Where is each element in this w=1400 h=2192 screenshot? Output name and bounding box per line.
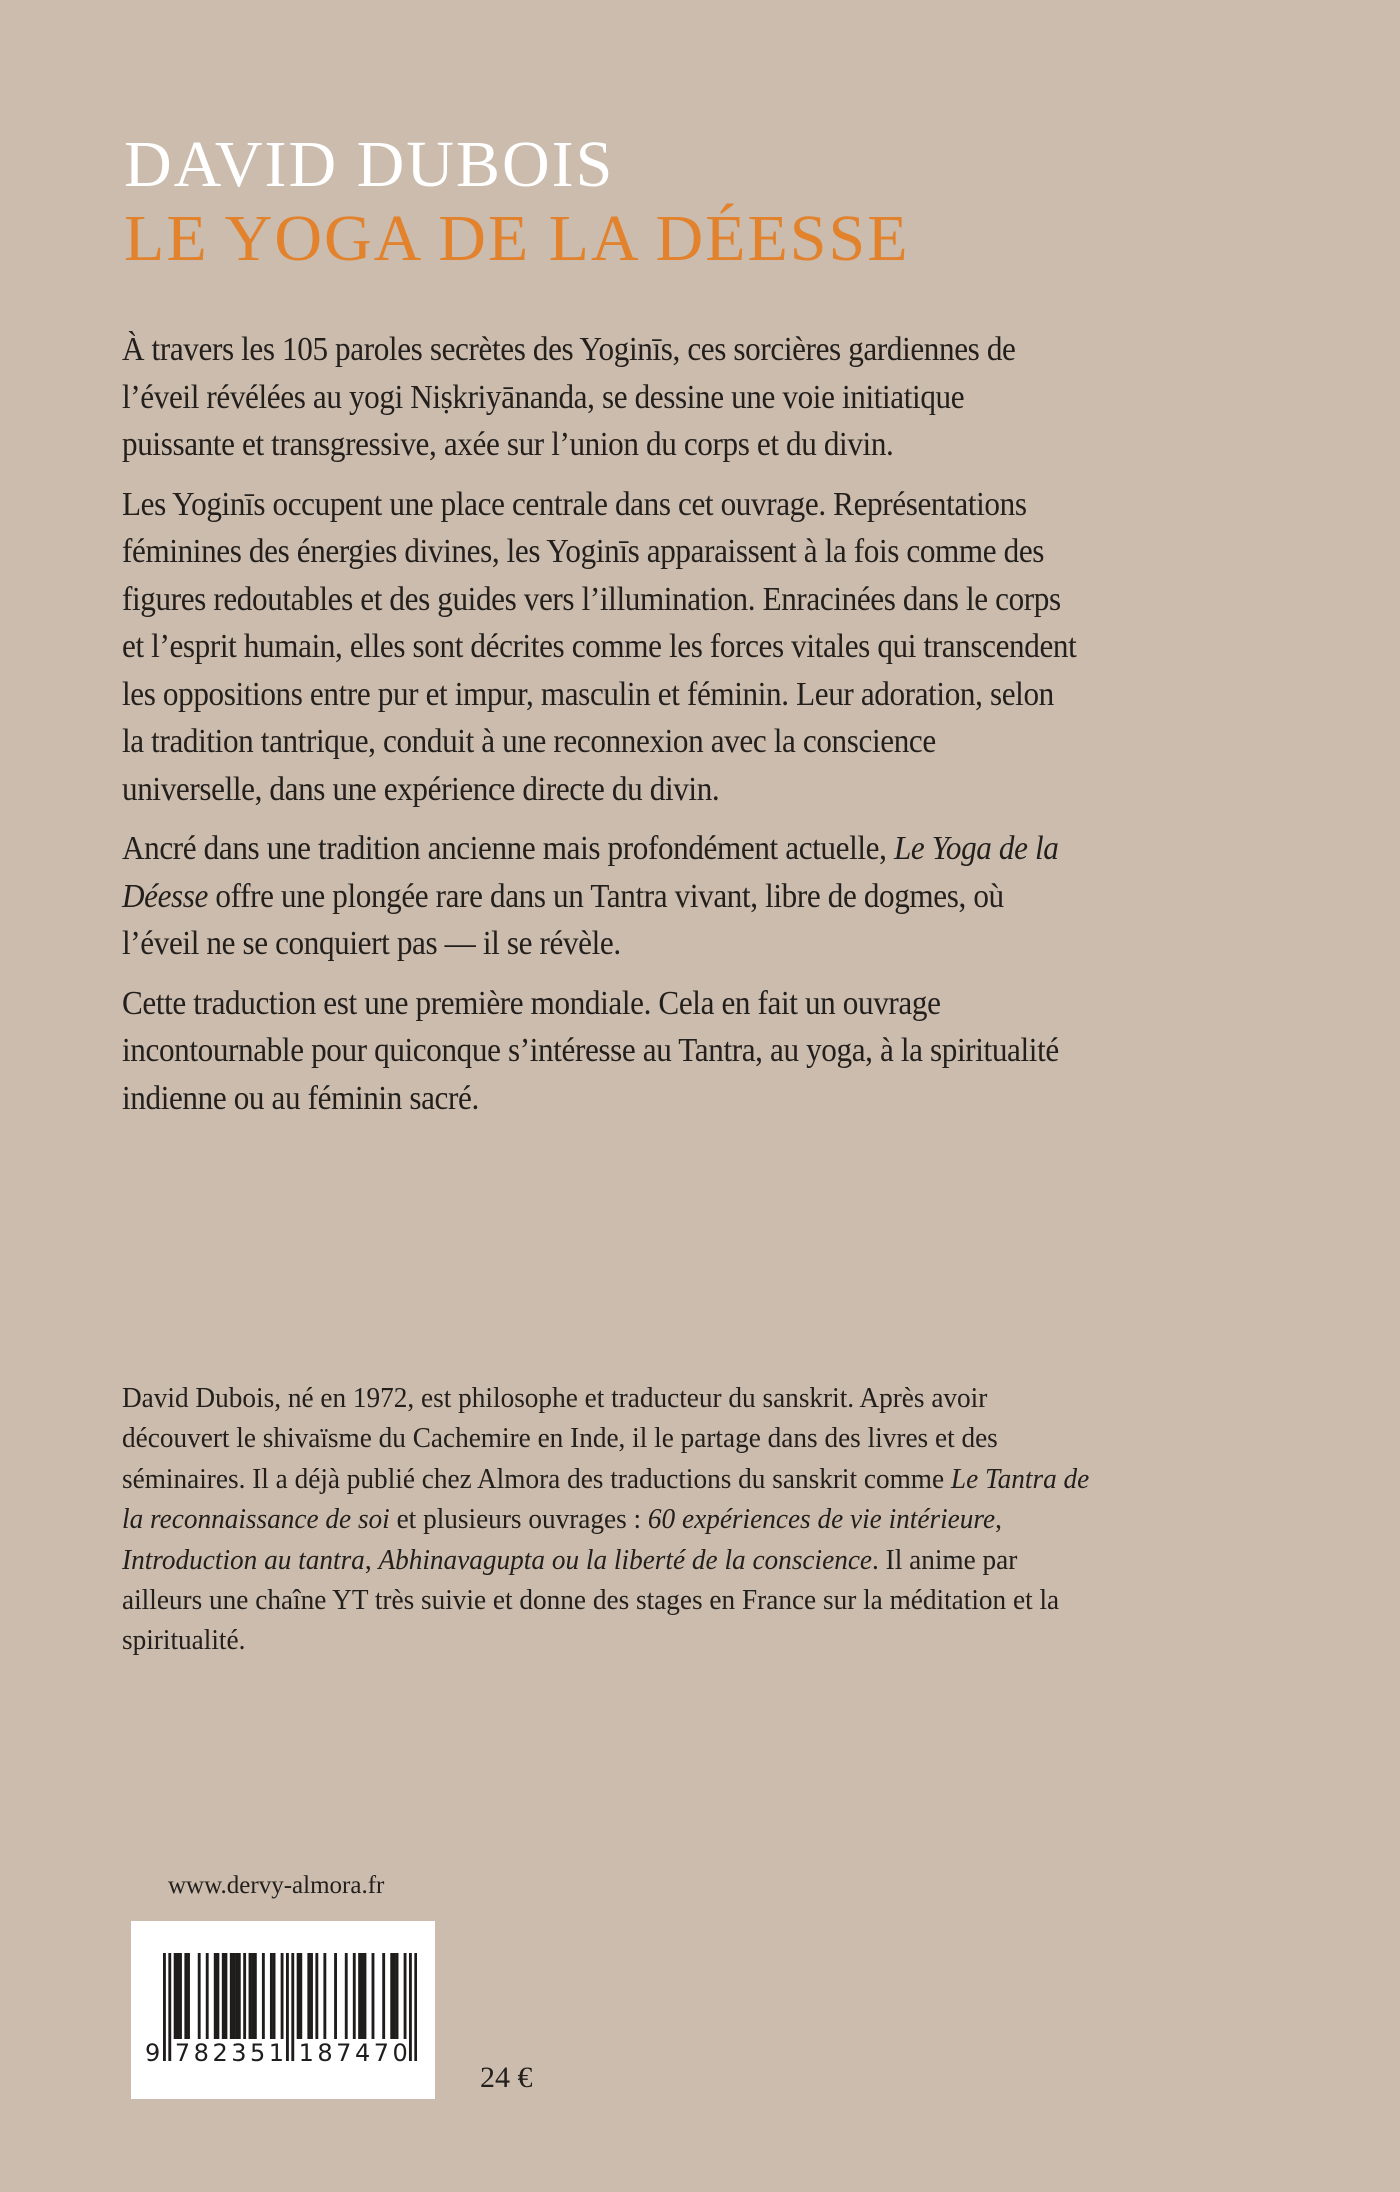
barcode-bar [254,1953,257,2039]
publisher-url[interactable]: www.dervy-almora.fr [168,1872,385,1899]
barcode-bar [224,1953,227,2039]
barcode-bar [281,1953,284,2039]
barcode-bar [358,1953,361,2039]
barcode-bar [179,1953,182,2039]
blurb-text: offre une plongée rare dans un Tantra vivant, libre de dogmes, où l’éveil ne se conquiert pas — il se révèle. [122,877,1004,962]
bio-text: . Il anime par ailleurs une chaîne YT très suivie et donne des stages en France sur la méditation et la spiritualité. [122,1543,1060,1657]
barcode-bar [361,1953,364,2039]
author-name: DAVID DUBOIS [124,128,615,201]
barcode-bar [393,1953,396,2039]
barcode-bar [390,1953,393,2039]
bio-text: , [364,1543,372,1576]
barcode-bar [307,1953,310,2039]
barcode-bar [372,1953,375,2039]
blurb-paragraph-4: Cette traduction est une première mondiale. Cela en fait un ouvrage incontournable pour quiconque s’intéresse au Tantra, au yoga, à la spiritualité indienne ou au féminin sacré. [122,984,1059,1117]
barcode-bar [187,1953,190,2039]
blurb-paragraph-1: À travers les 105 paroles secrètes des Yoginīs, ces sorcières gardiennes de l’éveil révélées au yogi Niṣkriyānanda, se dessine une voie initiatique puissante et transgressive, axée sur l’union du corps et du divin. [122,331,1016,463]
barcode-bar [174,1953,177,2039]
barcode-bar [230,1953,233,2039]
book-reference: Abhinavagupta ou la liberté de la conscience [378,1543,873,1576]
book-title-italic: Le Yoga de la Déesse [122,830,1059,915]
barcode-bar [334,1953,337,2039]
bio-paragraph [122,1378,1090,1661]
barcode-bar [364,1953,367,2039]
blurb [122,326,1082,1134]
barcode-bar [233,1953,236,2039]
barcode-bar [198,1953,201,2039]
blurb-paragraph-3 [122,825,1080,968]
barcode-bar [396,1953,399,2039]
barcode-bar [216,1953,219,2039]
barcode-bar [222,1953,225,2039]
barcode-bar [315,1953,318,2039]
blurb-text: Ancré dans une tradition ancienne mais profondément actuelle, [122,830,887,867]
barcode-bar [262,1953,265,2039]
barcode-bar [382,1953,385,2039]
author-bio [122,1378,1090,1661]
isbn-barcode [131,1921,435,2099]
blurb-paragraph-2: Les Yoginīs occupent une place centrale dans cet ouvrage. Représentations féminines des énergies divines, les Yoginīs apparaissent à la fois comme des figures redoutables et des guides vers l’illumination. Enracinées dans le corps et l’esprit humain, elles sont décrites comme les forces vitales qui transcendent les oppositions entre pur et impur, masculin et féminin. Leur adoration, selon la tradition tantrique, conduit à une reconnexion avec la conscience universelle, dans une expérience directe du divin. [122,485,1077,808]
barcode-bar [251,1953,254,2039]
barcode-bar [249,1953,252,2039]
book-reference: Le Tantra de la reconnaissance de soi [122,1462,1090,1536]
bio-text: et plusieurs ouvrages : [396,1503,642,1536]
book-reference: Introduction au tantra [122,1543,365,1576]
barcode-bar [273,1953,276,2039]
book-reference: 60 expériences de vie intérieure [647,1503,996,1536]
isbn-number: 9 782351 187470 [145,2039,412,2067]
bio-text: , [995,1503,1002,1536]
barcode-bar [206,1953,209,2039]
barcode-bar [404,1953,407,2039]
barcode-bar [353,1953,356,2039]
cover-header [124,128,910,276]
barcode-bar [299,1953,302,2039]
book-title: LE YOGA DE LA DÉESSE [124,202,910,275]
price: 24 € [480,2061,533,2094]
bio-text: David Dubois, né en 1972, est philosophe et traducteur du sanskrit. Après avoir découvert le shivaïsme du Cachemire en Inde, il le partage dans des livres et des séminaires. Il a déjà publié chez Almora des traductions du sanskrit comme [122,1382,998,1495]
barcode-bar [214,1953,217,2039]
barcode-bar [310,1953,313,2039]
barcode-bar [184,1953,187,2039]
barcode-bar [235,1953,238,2039]
barcode-bar [176,1953,179,2039]
barcode-bar [270,1953,273,2039]
barcode-bar [323,1953,326,2039]
barcode-bar [297,1953,300,2039]
barcode-bar [238,1953,241,2039]
barcode-bar [345,1953,348,2039]
barcode-bar [243,1953,246,2039]
